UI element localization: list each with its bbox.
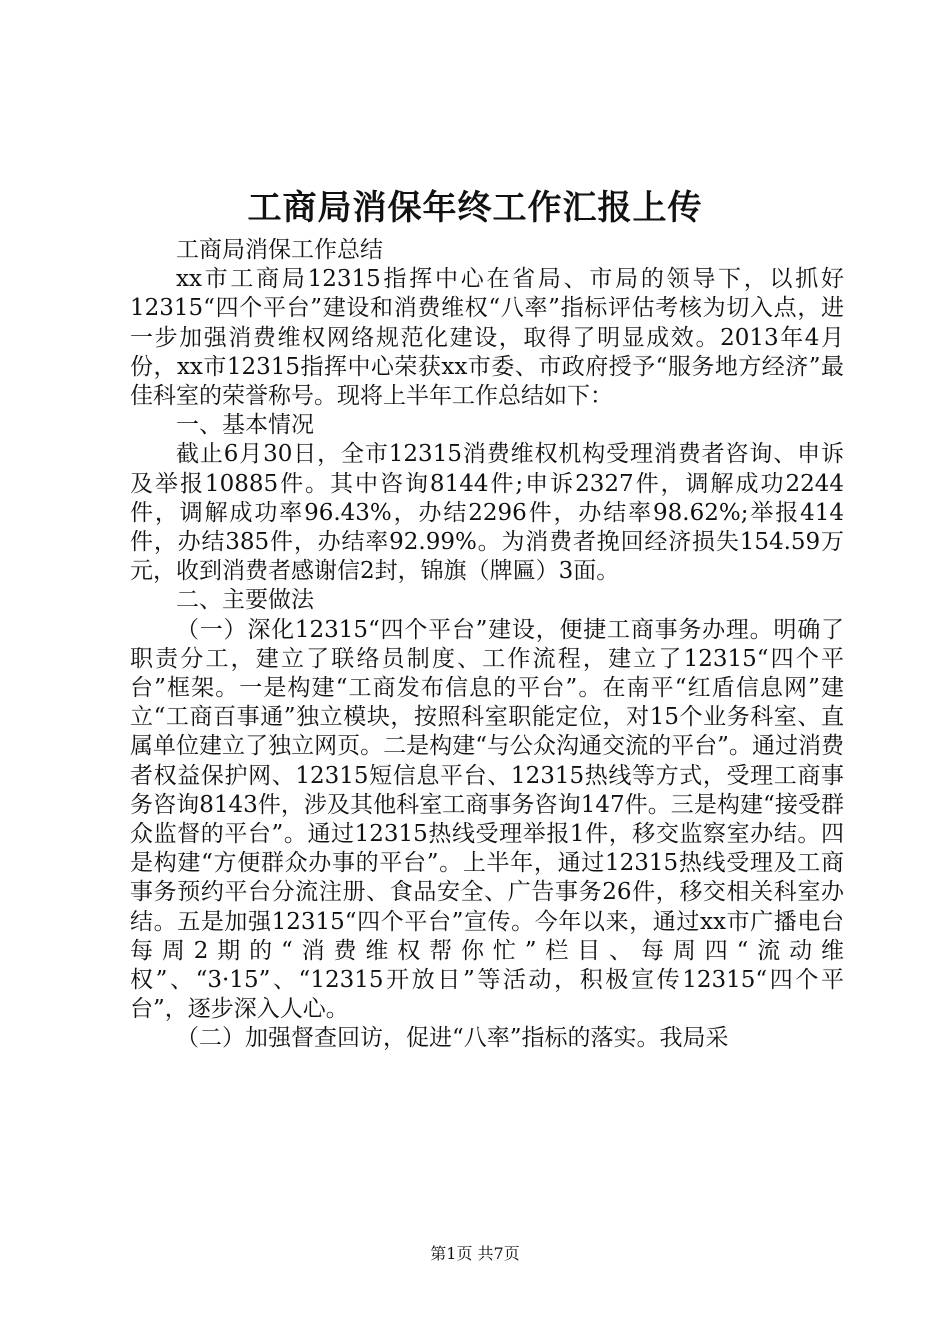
paragraph-subtitle: 工商局消保工作总结 <box>176 237 383 263</box>
section-heading-methods: 二、主要做法 <box>176 587 314 614</box>
paragraph-method-one: （一）深化12315“四个平台”建设，便捷工商事务办理。明确了职责分工，建立了联络员制度、工作流程，建立了12315“四个平台”框架。一是构建“工商发布信息的平台”。在南平“红盾信息网”建立“工商百事通”独立模块，按照科室职能定位，对15个业务科室、直属单位建立了独立网页。二是构建“与公众沟通交流的平台”。通过消费者权益保护网、12315短信息平台、12315热线等方式，受理工商事务咨询8143件，涉及其他科室工商事务咨询147件。三是构建“接受群众监督的平台”。通过12315热线受理举报1件，移交监察室办结。四是构建“方便群众办事的平台”。上半年，通过12315热线受理及工商事务预约平台分流注册、食品安全、广告事务26件，移交相关科室办结。五是加强12315“四个平台”宣传。今年以来，通过xx市广播电台每周2期的“消费维权帮你忙”栏目、每周四“流动维权”、“3·15”、“12315开放日”等活动，积极宣传12315“四个平台”，逐步深入人心。 <box>130 616 844 1023</box>
document-body <box>130 236 844 1054</box>
document-title: 工商局消保年终工作汇报上传 <box>247 188 703 228</box>
paragraph-intro: xx市工商局12315指挥中心在省局、市局的领导下，以抓好12315“四个平台”建设和消费维权“八率”指标评估考核为切入点，进一步加强消费维权网络规范化建设，取得了明显成效。2013年4月份，xx市12315指挥中心荣获xx市委、市政府授予“服务地方经济”最佳科室的荣誉称号。现将上半年工作总结如下： <box>130 266 844 410</box>
paragraph-basic-situation: 截止6月30日，全市12315消费维权机构受理消费者咨询、申诉及举报10885件。其中咨询8144件;申诉2327件，调解成功2244件，调解成功率96.43%，办结2296件，办结率98.62%;举报414件，办结385件，办结率92.99%。为消费者挽回经济损失154.59万元，收到消费者感谢信2封，锦旗（牌匾）3面。 <box>130 441 844 585</box>
section-heading-basic: 一、基本情况 <box>176 412 314 439</box>
paragraph-method-two: （二）加强督查回访，促进“八率”指标的落实。我局采 <box>176 1025 729 1052</box>
page-number-footer: 第1页 共7页 <box>430 1244 520 1263</box>
